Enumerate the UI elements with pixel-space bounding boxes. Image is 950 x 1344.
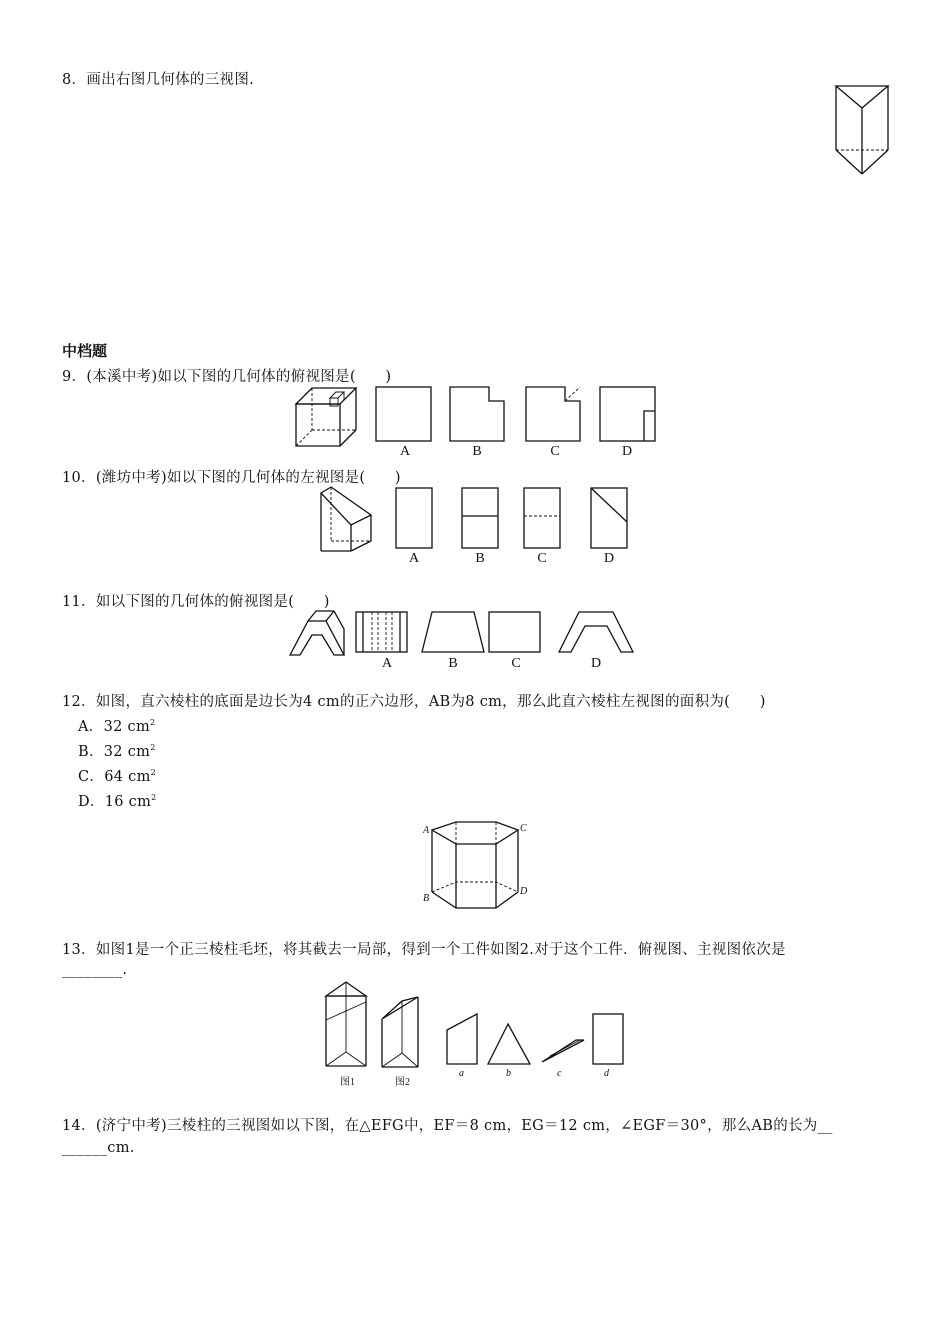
q10-option-b-view <box>460 486 500 550</box>
q13-label-fig2: 图2 <box>395 1077 410 1088</box>
q11-label-c: C <box>511 656 521 671</box>
q12-choice-a: A．32 $cm^2$ <box>78 718 156 735</box>
q14-text-line1: 14．(济宁中考)三棱柱的三视图如以下图，在△EFG中，EF＝8 cm，EG＝12 cm，∠EGF＝30°，那么AB的长为__ <box>62 1118 833 1134</box>
q9-option-a-view <box>374 385 434 443</box>
q9-label-b: B <box>472 444 482 459</box>
q11-option-b-view <box>420 610 486 654</box>
q13-view-c <box>540 1036 586 1064</box>
q12-vertex-c: C <box>520 823 527 834</box>
q12-vertex-d: D <box>520 886 528 897</box>
q11-label-b: B <box>448 656 458 671</box>
q12-choice-c: C．64 $cm^2$ <box>78 768 157 785</box>
q8-triangular-prism-figure <box>830 82 892 182</box>
q10-solid-figure <box>315 485 379 555</box>
q9-option-d-view <box>598 385 658 443</box>
q9-text: 9．(本溪中考)如以下图的几何体的俯视图是( ) <box>62 369 392 385</box>
section-title: 中档题 <box>62 342 108 360</box>
q10-label-b: B <box>475 551 485 566</box>
q11-option-a-view <box>354 610 410 654</box>
q9-label-d: D <box>621 444 633 459</box>
q9-option-b-view <box>448 385 508 443</box>
q13-label-c: c <box>557 1068 562 1079</box>
q12-vertex-a: A <box>423 825 430 836</box>
q9-label-a: A <box>399 444 411 459</box>
q10-text: 10．(潍坊中考)如以下图的几何体的左视图是( ) <box>62 470 401 486</box>
q11-option-d-view <box>557 610 635 654</box>
q11-option-c-view <box>487 610 543 654</box>
q13-label-a: a <box>459 1068 464 1079</box>
q11-text: 11．如以下图的几何体的俯视图是( ) <box>62 594 330 610</box>
q13-view-b <box>486 1022 532 1066</box>
q11-label-d: D <box>590 656 602 671</box>
q13-figure-2-workpiece <box>378 995 422 1071</box>
q12-text: 12．如图，直六棱柱的底面是边长为4 cm的正六边形，AB为8 cm，那么此直六棱柱左视图的面积为( ) <box>62 694 766 710</box>
q8-text: 8．画出右图几何体的三视图. <box>62 72 255 88</box>
q10-label-a: A <box>408 551 420 566</box>
q10-option-d-view <box>589 486 629 550</box>
q10-label-c: C <box>537 551 547 566</box>
q13-text-line2: ________. <box>62 962 128 978</box>
q13-label-d: d <box>604 1068 609 1079</box>
q12-hexagonal-prism-figure <box>420 820 532 912</box>
q10-option-c-view <box>522 486 562 550</box>
q11-solid-figure <box>286 607 348 659</box>
q9-cube-figure <box>290 384 362 450</box>
q9-label-c: C <box>550 444 560 459</box>
q12-choice-d: D．16 $cm^2$ <box>78 793 157 810</box>
q13-label-b: b <box>506 1068 511 1079</box>
q12-choice-b: B．32 $cm^2$ <box>78 743 156 760</box>
q13-label-fig1: 图1 <box>340 1077 355 1088</box>
q14-text-line2: ______cm. <box>62 1140 135 1156</box>
q12-vertex-b: B <box>423 893 430 904</box>
q10-label-d: D <box>603 551 615 566</box>
q9-option-c-view <box>524 385 584 443</box>
q13-view-d <box>590 1012 626 1066</box>
q13-figure-1-prism <box>320 980 372 1070</box>
q11-label-a: A <box>381 656 393 671</box>
q13-view-a <box>443 1012 481 1066</box>
q10-option-a-view <box>394 486 434 550</box>
q13-text-line1: 13．如图1是一个正三棱柱毛坯，将其截去一局部，得到一个工件如图2.对于这个工件．俯视图、主视图依次是 <box>62 942 786 958</box>
